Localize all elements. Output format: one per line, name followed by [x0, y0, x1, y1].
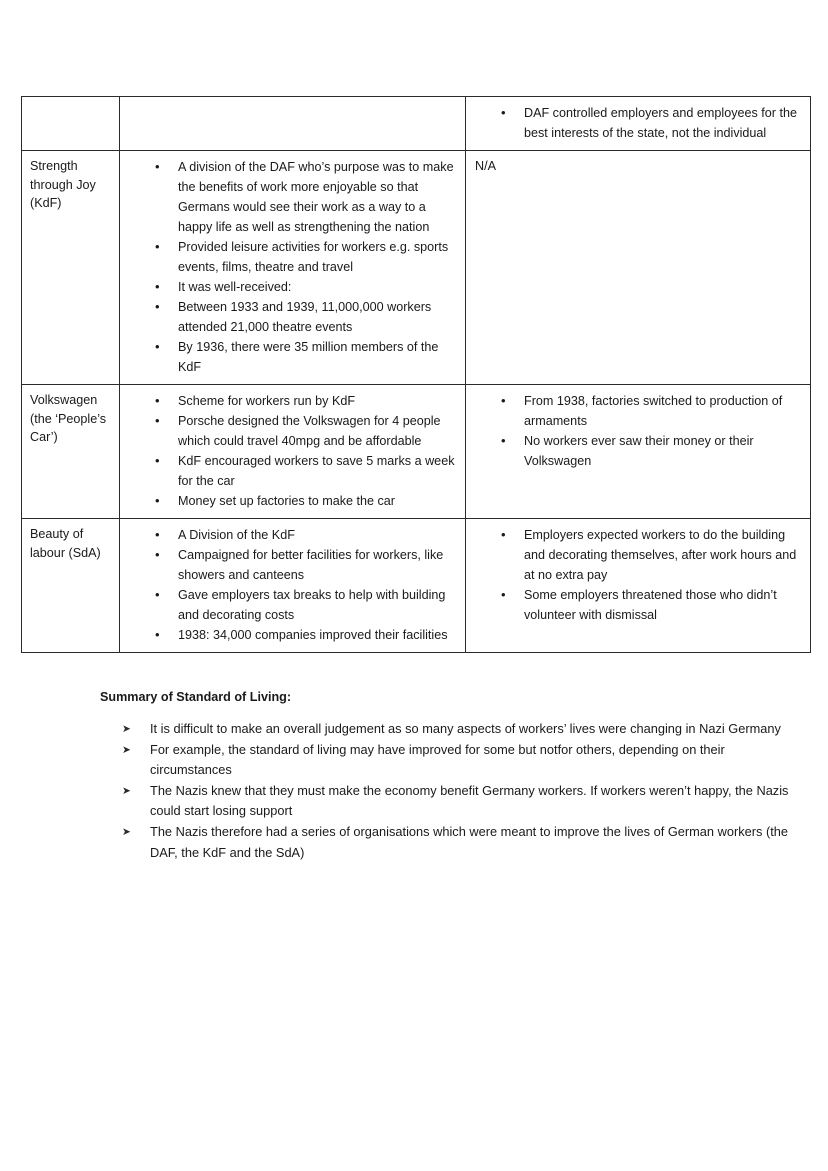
- table-row: [22, 97, 811, 151]
- table-cell-positive: [120, 151, 466, 385]
- table-row: [22, 385, 811, 519]
- table-cell-term: [22, 97, 120, 151]
- term-label: Beauty of labour (SdA): [30, 527, 101, 560]
- list-item: • DAF controlled employers and employees for the best interests of the state, not the individual: [466, 103, 802, 143]
- table-cell-negative: [466, 519, 811, 653]
- table-cell-positive: [120, 519, 466, 653]
- positive-bullet-list: [120, 525, 457, 645]
- list-item: • Scheme for workers run by KdF: [120, 391, 457, 411]
- list-item: • It was well-received:: [120, 277, 457, 297]
- positive-list-wrap: [120, 385, 465, 518]
- table-cell-negative: [466, 151, 811, 385]
- negative-list-wrap: [466, 97, 810, 150]
- list-item: • Money set up factories to make the car: [120, 491, 457, 511]
- term-label: [22, 97, 119, 110]
- list-item: ➤ For example, the standard of living may have improved for some but notfor others, depending on their circumstances: [100, 740, 800, 781]
- table-row: [22, 151, 811, 385]
- positive-list-wrap: [120, 519, 465, 652]
- negative-bullet-list: [466, 525, 802, 625]
- positive-bullet-list: [120, 157, 457, 377]
- negative-list-wrap: [466, 385, 810, 478]
- table-cell-term: [22, 385, 120, 519]
- negative-plain-text: N/A: [475, 159, 496, 173]
- list-item: ➤ The Nazis knew that they must make the economy benefit Germany workers. If workers weren’t happy, the Nazis could start losing support: [100, 781, 800, 822]
- list-item: ➤ The Nazis therefore had a series of organisations which were meant to improve the lives of German workers (the DAF, the KdF and the SdA): [100, 822, 800, 863]
- list-item: • Gave employers tax breaks to help with building and decorating costs: [120, 585, 457, 625]
- table-cell-negative: [466, 97, 811, 151]
- table-row: [22, 519, 811, 653]
- list-item: • By 1936, there were 35 million members of the KdF: [120, 337, 457, 377]
- list-item: • No workers ever saw their money or their Volkswagen: [466, 431, 802, 471]
- list-item: • Porsche designed the Volkswagen for 4 people which could travel 40mpg and be affordable: [120, 411, 457, 451]
- term-label: Volkswagen (the ‘People’s Car’): [30, 393, 107, 445]
- negative-bullet-list: [466, 391, 802, 471]
- list-item: • A division of the DAF who’s purpose was to make the benefits of work more enjoyable so that Germans would see their work as a way to a happy life as well as strengthening the nation: [120, 157, 457, 237]
- positive-list-wrap: [120, 97, 465, 110]
- table-cell-term: [22, 151, 120, 385]
- table-cell-term: [22, 519, 120, 653]
- list-item: • Campaigned for better facilities for workers, like showers and canteens: [120, 545, 457, 585]
- negative-bullet-list: [466, 103, 802, 143]
- table-cell-positive: [120, 97, 466, 151]
- list-item: • Provided leisure activities for workers e.g. sports events, films, theatre and travel: [120, 237, 457, 277]
- positive-bullet-list: [120, 391, 457, 511]
- table-cell-negative: [466, 385, 811, 519]
- negative-list-wrap: [466, 519, 810, 632]
- list-item: • From 1938, factories switched to production of armaments: [466, 391, 802, 431]
- term-label: Strength through Joy (KdF): [30, 159, 96, 211]
- list-item: • Some employers threatened those who didn’t volunteer with dismissal: [466, 585, 802, 625]
- summary-section: [100, 688, 800, 863]
- positive-list-wrap: [120, 151, 465, 384]
- summary-heading: Summary of Standard of Living:: [100, 690, 292, 704]
- list-item: • 1938: 34,000 companies improved their facilities: [120, 625, 457, 645]
- list-item: • Employers expected workers to do the building and decorating themselves, after work hours and at no extra pay: [466, 525, 802, 585]
- standard-of-living-table: [21, 96, 811, 653]
- list-item: • A Division of the KdF: [120, 525, 457, 545]
- list-item: • KdF encouraged workers to save 5 marks a week for the car: [120, 451, 457, 491]
- table-cell-positive: [120, 385, 466, 519]
- list-item: ➤ It is difficult to make an overall judgement as so many aspects of workers’ lives were changing in Nazi Germany: [100, 719, 800, 740]
- summary-points-list: [100, 719, 800, 863]
- list-item: • Between 1933 and 1939, 11,000,000 workers attended 21,000 theatre events: [120, 297, 457, 337]
